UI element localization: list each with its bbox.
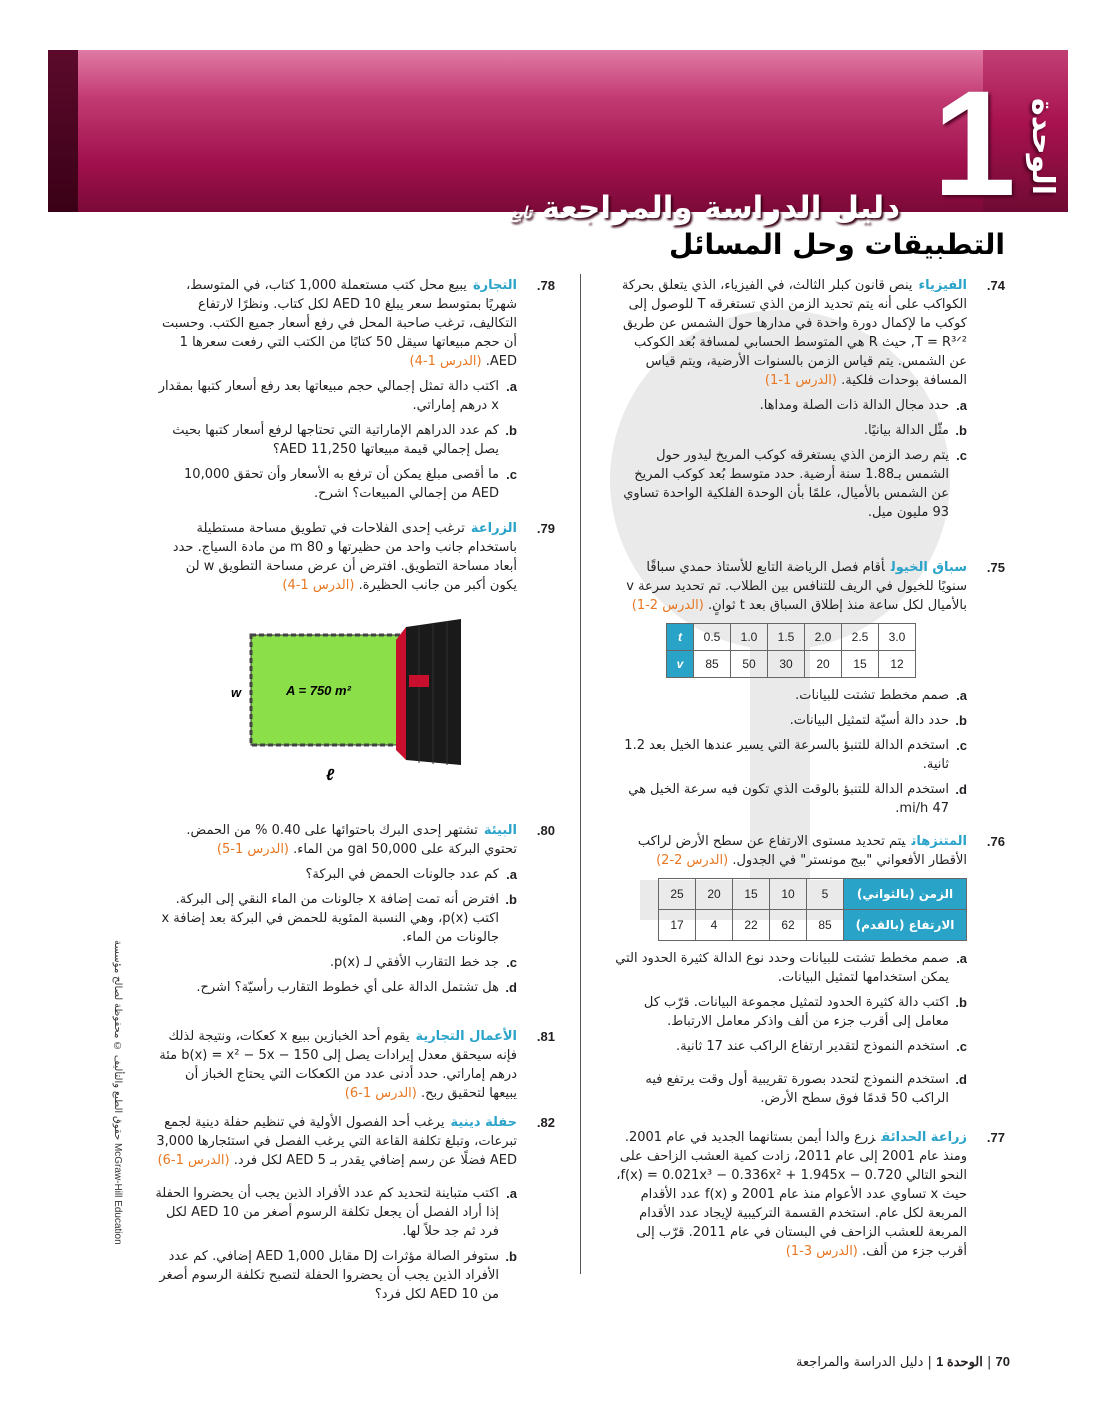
problem-text: يرغب أحد الفصول الأولية في تنظيم حفلة دينية لجمع تبرعات، وتبلغ تكلفة القاعة التي يرغب الفصل في استئجارها 3,000 AED فضلًا عن رسم إضافي يقدر بـ 5 AED لكل فرد. xyxy=(156,1115,517,1168)
problem-number: 77. xyxy=(986,1130,1005,1145)
problem-text: يبيع محل كتب مستعملة 1,000 كتاب، في المتوسط، شهريًا بمتوسط سعر يبلغ 10 AED لكل كتاب. ونظرًا لارتفاع التكاليف، ترغب صاحبة المحل في رفع أسعار جميع الكتب. وحسبت أن حجم مبيعاتها سيقل 50 كتابًا من الكتب التي رفعت سعرها 1 AED. xyxy=(161,278,517,369)
problem-number: 82. xyxy=(536,1115,555,1130)
table-row xyxy=(659,879,967,910)
footer-separator: | xyxy=(923,1355,932,1370)
table-header-v: v xyxy=(667,651,694,678)
length-label: ℓ xyxy=(326,767,335,784)
problem-text: يتم تحديد مستوى الارتفاع عن سطح الأرض لراكب الأقطار الأفعواني "بيج مونستر" في الجدول. xyxy=(637,834,967,868)
subpart-text: كم عدد جالونات الحمض في البركة؟ xyxy=(305,867,499,882)
lesson-ref: (الدرس 2-2) xyxy=(656,853,729,868)
table-cell: 1.5 xyxy=(768,624,805,651)
lesson-ref: (الدرس 2-1) xyxy=(631,598,704,613)
problem-number: 81. xyxy=(536,1029,555,1044)
problem-number: 76. xyxy=(986,834,1005,849)
area-label: A = 750 m² xyxy=(286,683,351,698)
table-cell: 10 xyxy=(770,879,807,910)
page-title-text: دليل الدراسة والمراجعة xyxy=(541,190,900,226)
problem-75 xyxy=(615,558,1005,818)
table-row xyxy=(667,624,916,651)
table-cell: 12 xyxy=(879,651,916,678)
problem-text: أقام فصل الرياضة التابع للأستاذ حمدي سباقًا سنويًا للخيول في الريف للتنافس بين الطلاب. تم تحديد سرعة v بالأميال لكل ساعة منذ إطلاق السباق بعد t ثوانٍ. xyxy=(626,560,967,613)
problem-79 xyxy=(155,519,555,805)
table-header-time: الزمن (بالثواني) xyxy=(844,879,967,910)
problem-text: ترغب إحدى الفلاحات في تطويق مساحة مستطيلة باستخدام جانب واحد من حظيرتها و 80 m من مادة السياج. حدد أبعاد مساحة التطويق. افترض أن عرض مساحة التطويق w لن يكون أكبر من جانب الحظيرة. xyxy=(172,521,517,593)
banner-left-strip xyxy=(48,50,78,212)
subpart-text: حدد دالة أسيّة لتمثيل البيانات. xyxy=(789,713,949,728)
lesson-ref: (الدرس 1-6) xyxy=(157,1153,230,1168)
table-header-height: الارتفاع (بالقدم) xyxy=(844,910,967,941)
unit-word: الوحدة xyxy=(1025,98,1060,196)
subpart-text: صمم مخطط تشتت للبيانات وحدد نوع الدالة كثيرة الحدود التي يمكن استخدامها لتمثيل البيانات. xyxy=(615,951,949,985)
subpart-b: b. ستوفر الصالة مؤثرات DJ مقابل 1,000 AED إضافي. كم عدد الأفراد الذين يجب أن يحضروا الحفلة لتصبح تكلفة الرسوم أصغر من 10 AED لكل فرد؟ xyxy=(159,1249,517,1302)
subpart-c: c. ما أقصى مبلغ يمكن أن ترفع به الأسعار وأن تحقق 10,000 AED من إجمالي المبيعات؟ اشرح. xyxy=(184,467,517,501)
subpart-text: صمم مخطط تشتت للبيانات. xyxy=(795,688,949,703)
problem-number: 78. xyxy=(536,278,555,293)
subpart-a: a. اكتب دالة تمثل إجمالي حجم مبيعاتها بعد رفع أسعار كتبها بمقدار x درهم إماراتي. xyxy=(158,379,517,413)
problem-number: 79. xyxy=(536,521,555,536)
subpart-d: d. هل تشتمل الدالة على أي خطوط التقارب رأسيّة؟ اشرح. xyxy=(196,980,517,995)
subpart-text: ستوفر الصالة مؤثرات DJ مقابل 1,000 AED إضافي. كم عدد الأفراد الذين يجب أن يحضروا الحفلة لتصبح تكلفة الرسوم أصغر من 10 AED لكل فرد؟ xyxy=(159,1249,499,1302)
problem-78 xyxy=(155,276,555,503)
subpart-b: b. مثّل الدالة بيانيًا. xyxy=(863,423,967,438)
unit-number: 1 xyxy=(932,59,1016,227)
table-cell: 3.0 xyxy=(879,624,916,651)
page-number: 70 xyxy=(995,1354,1010,1369)
subpart-text: افترض أنه تمت إضافة x جالونات من الماء النقي إلى البركة. اكتب p(x)، وهي النسبة المئوية للحمض في البركة بعد إضافة x جالونات من الماء. xyxy=(161,892,499,945)
table-cell: 0.5 xyxy=(694,624,731,651)
table-cell: 20 xyxy=(805,651,842,678)
subpart-b: b. كم عدد الدراهم الإماراتية التي تحتاجها لرفع أسعار كتبها بحيث يصل إجمالي قيمة مبيعاتها 11,250 AED؟ xyxy=(172,423,517,457)
problem-number: 75. xyxy=(986,560,1005,575)
table-cell: 15 xyxy=(842,651,879,678)
lesson-ref: (الدرس 1-1) xyxy=(764,373,837,388)
subpart-a: a. كم عدد جالونات الحمض في البركة؟ xyxy=(305,867,517,882)
unit-banner xyxy=(48,50,1068,227)
subpart-d: d. استخدم النموذج لتحدد بصورة تقريبية أول وقت يرتفع فيه الراكب 50 قدمًا فوق سطح الأرض. xyxy=(645,1072,967,1106)
data-table-speed xyxy=(666,623,916,678)
table-cell: 15 xyxy=(733,879,770,910)
page-title xyxy=(509,190,900,226)
left-column xyxy=(155,276,555,1314)
subpart-c: c. يتم رصد الزمن الذي يستغرقه كوكب المريخ ليدور حول الشمس بـ1.88 سنة أرضية. حدد متوسط بُعد كوكب المريخ عن الشمس بالأميال، علمًا بأن الوحدة الفلكية الواحدة تساوي 93 مليون ميل. xyxy=(623,448,967,520)
problem-82 xyxy=(155,1113,555,1304)
table-cell: 20 xyxy=(696,879,733,910)
lesson-ref: (الدرس 1-4) xyxy=(409,354,482,369)
table-cell: 22 xyxy=(733,910,770,941)
right-column xyxy=(615,276,1005,1271)
table-row xyxy=(659,910,967,941)
table-header-t: t xyxy=(667,624,694,651)
copyright-sidebar: McGraw-Hill Education حقوق الطبع والتأليف © محفوظة لصالح مؤسسة xyxy=(112,940,123,1245)
problem-81 xyxy=(155,1027,555,1103)
lesson-ref: (الدرس 3-1) xyxy=(785,1244,858,1259)
footer-section: دليل الدراسة والمراجعة xyxy=(796,1355,924,1370)
table-cell: 2.0 xyxy=(805,624,842,651)
subpart-text: كم عدد الدراهم الإماراتية التي تحتاجها لرفع أسعار كتبها بحيث يصل إجمالي قيمة مبيعاتها 11,250 AED؟ xyxy=(172,423,499,457)
subpart-c: c. جد خط التقارب الأفقي لـ p(x). xyxy=(329,955,517,970)
problem-number: 74. xyxy=(986,278,1005,293)
problem-77 xyxy=(615,1128,1005,1261)
table-cell: 85 xyxy=(807,910,844,941)
subpart-a: a. صمم مخطط تشتت للبيانات. xyxy=(795,688,967,703)
subpart-a: a. حدد مجال الدالة ذات الصلة ومداها. xyxy=(759,398,967,413)
footer-unit: الوحدة 1 xyxy=(936,1354,983,1369)
problem-topic: سباق الخيول xyxy=(890,560,967,575)
problem-topic: زراعة الحدائق xyxy=(881,1130,967,1145)
subpart-text: ما أقصى مبلغ يمكن أن ترفع به الأسعار وأن تحقق 10,000 AED من إجمالي المبيعات؟ اشرح. xyxy=(184,467,499,501)
problem-number: 80. xyxy=(536,823,555,838)
subpart-text: يتم رصد الزمن الذي يستغرقه كوكب المريخ ليدور حول الشمس بـ1.88 سنة أرضية. حدد متوسط بُعد كوكب المريخ عن الشمس بالأميال، علمًا بأن الوحدة الفلكية الواحدة تساوي 93 مليون ميل. xyxy=(623,448,949,520)
subpart-text: استخدم النموذج لتقدير ارتفاع الراكب عند 17 ثانية. xyxy=(676,1039,949,1054)
problem-topic: البيئة xyxy=(483,823,517,838)
subpart-d: d. استخدم الدالة للتنبؤ بالوقت الذي تكون فيه سرعة الخيل هي 47 mi/h. xyxy=(628,782,967,816)
subpart-text: استخدم النموذج لتحدد بصورة تقريبية أول وقت يرتفع فيه الراكب 50 قدمًا فوق سطح الأرض. xyxy=(645,1072,949,1106)
problem-80 xyxy=(155,821,555,997)
barn-door-mark xyxy=(409,675,429,687)
data-table-height xyxy=(658,878,967,941)
barn-fence-diagram xyxy=(191,615,481,805)
table-cell: 5 xyxy=(807,879,844,910)
barn-fence-figure xyxy=(191,615,481,805)
table-cell: 4 xyxy=(696,910,733,941)
problem-74 xyxy=(615,276,1005,522)
page-subtitle: تابع xyxy=(509,203,532,222)
problem-text: ينص قانون كبلر الثالث، في الفيزياء، الذي يتعلق بحركة الكواكب على أنه يتم تحديد الزمن الذي تستغرقه T للوصول إلى كوكب ما لإكمال دورة واحدة في مدارها حول الشمس عن طريق T = R³ᐟ², حيث R هي المتوسط الحسابي لمسافة بُعد الكوكب عن الشمس. يتم قياس الزمن بالسنوات الأرضية، ويتم قياس المسافة بوحدات فلكية. xyxy=(621,278,967,388)
subpart-b: b. حدد دالة أسيّة لتمثيل البيانات. xyxy=(789,713,967,728)
page-footer xyxy=(796,1354,1010,1370)
subpart-text: استخدم الدالة للتنبؤ بالسرعة التي يسير عندها الخيل بعد 1.2 ثانية. xyxy=(624,738,949,772)
subpart-b: b. اكتب دالة كثيرة الحدود لتمثيل مجموعة البيانات. قرّب كل معامل إلى أقرب جزء من ألف واذكر معامل الارتباط. xyxy=(643,995,967,1029)
problem-text: يقوم أحد الخبازين ببيع x كعكات، ونتيجة لذلك فإنه سيحقق معدل إيرادات يصل إلى b(x) = x² − 5x − 150 مئة درهم إماراتي. حدد أدنى عدد من الكعكات التي يحتاج الخباز أن يبيعها لتحقيق ربح. xyxy=(159,1029,517,1101)
subpart-text: حدد مجال الدالة ذات الصلة ومداها. xyxy=(759,398,949,413)
subpart-text: هل تشتمل الدالة على أي خطوط التقارب رأسيّة؟ اشرح. xyxy=(196,980,499,995)
barn-trim xyxy=(396,627,406,760)
lesson-ref: (الدرس 1-6) xyxy=(344,1086,417,1101)
subpart-text: اكتب دالة كثيرة الحدود لتمثيل مجموعة البيانات. قرّب كل معامل إلى أقرب جزء من ألف واذكر معامل الارتباط. xyxy=(643,995,949,1029)
width-label: w xyxy=(231,685,242,700)
banner-gradient xyxy=(78,50,983,212)
table-cell: 50 xyxy=(731,651,768,678)
problem-topic: المتنزهات xyxy=(911,834,967,849)
footer-separator: | xyxy=(982,1355,992,1370)
table-cell: 62 xyxy=(770,910,807,941)
table-cell: 85 xyxy=(694,651,731,678)
problem-topic: الأعمال التجارية xyxy=(415,1029,517,1044)
subpart-b: b. افترض أنه تمت إضافة x جالونات من الماء النقي إلى البركة. اكتب p(x)، وهي النسبة المئوية للحمض في البركة بعد إضافة x جالونات من الماء. xyxy=(161,892,517,945)
subpart-text: جد خط التقارب الأفقي لـ p(x). xyxy=(329,955,499,970)
subpart-a: a. صمم مخطط تشتت للبيانات وحدد نوع الدالة كثيرة الحدود التي يمكن استخدامها لتمثيل البيانات. xyxy=(615,951,967,985)
subpart-c: c. استخدم الدالة للتنبؤ بالسرعة التي يسير عندها الخيل بعد 1.2 ثانية. xyxy=(624,738,967,772)
problem-text: زرع والدا أيمن بستانهما الجديد في عام 2001. ومنذ عام 2001 إلى عام 2011، زادت كمية العشب الزاحف على النحو التالي f(x) = 0.021x³ − 0.336x² + 1.945x − 0.720، حيث x تساوي عدد الأعوام منذ عام 2001 و f(x) عدد الأقدام المربعة لكل عام. استخدم القسمة التركيبية لإيجاد عدد الأقدام المربعة للعشب الزاحف في البستان في عام 2011. قرّب إلى أقرب جزء من ألف. xyxy=(616,1130,967,1259)
problem-76 xyxy=(615,832,1005,1108)
section-title: التطبيقات وحل المسائل xyxy=(669,228,1005,261)
table-cell: 30 xyxy=(768,651,805,678)
subpart-a: a. اكتب متباينة لتحديد كم عدد الأفراد الذين يجب أن يحضروا الحفلة إذا أراد الفصل أن يجعل تكلفة الرسوم أصغر من 10 AED لكل فرد ثم جد حلاً لها. xyxy=(155,1186,517,1239)
table-cell: 1.0 xyxy=(731,624,768,651)
subpart-text: استخدم الدالة للتنبؤ بالوقت الذي تكون فيه سرعة الخيل هي 47 mi/h. xyxy=(628,782,949,816)
table-cell: 25 xyxy=(659,879,696,910)
table-cell: 17 xyxy=(659,910,696,941)
lesson-ref: (الدرس 1-4) xyxy=(282,578,355,593)
subpart-text: اكتب متباينة لتحديد كم عدد الأفراد الذين يجب أن يحضروا الحفلة إذا أراد الفصل أن يجعل تكلفة الرسوم أصغر من 10 AED لكل فرد ثم جد حلاً لها. xyxy=(155,1186,499,1239)
problem-topic: الزراعة xyxy=(470,521,517,536)
problem-topic: حفلة دينية xyxy=(450,1115,517,1130)
table-row xyxy=(667,651,916,678)
subpart-text: اكتب دالة تمثل إجمالي حجم مبيعاتها بعد رفع أسعار كتبها بمقدار x درهم إماراتي. xyxy=(158,379,499,413)
problem-topic: الفيزياء xyxy=(918,278,967,293)
problem-text: تشتهر إحدى البرك باحتوائها على 0.40 % من الحمض. تحتوي البركة على 50,000 gal من الماء. xyxy=(186,823,517,857)
column-divider xyxy=(580,274,581,1274)
subpart-text: مثّل الدالة بيانيًا. xyxy=(863,423,949,438)
subpart-c: c. استخدم النموذج لتقدير ارتفاع الراكب عند 17 ثانية. xyxy=(676,1039,967,1054)
lesson-ref: (الدرس 1-5) xyxy=(216,842,289,857)
table-cell: 2.5 xyxy=(842,624,879,651)
problem-topic: التجارة xyxy=(472,278,517,293)
